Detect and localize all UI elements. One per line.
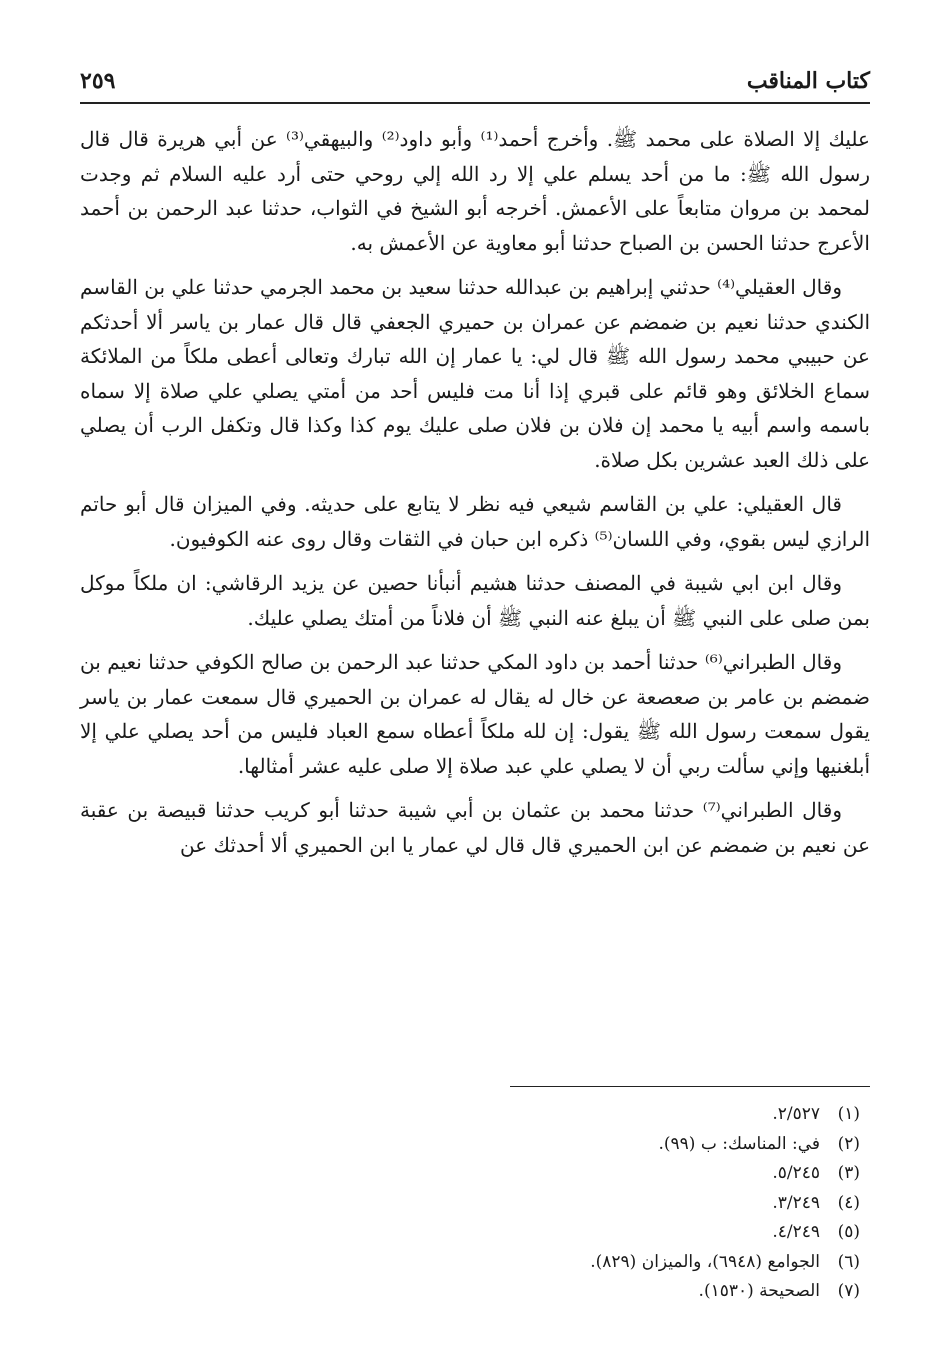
main-text (80, 122, 870, 872)
footnote-number: (٧) (837, 1281, 860, 1301)
paragraph-6: وقال الطبراني⁽⁷⁾ حدثنا محمد بن عثمان بن أبي شيبة حدثنا أبو كريب حدثنا قبيصة بن عقبة عن نعيم بن ضمضم عن ابن الحميري قال قال لي عمار يا ابن الحميري ألا أحدثك عن (80, 798, 870, 857)
footnote-item (80, 1130, 860, 1160)
footnote-text: الجوامع (٦٩٤٨)، والميزان (٨٢٩). (590, 1251, 820, 1272)
paragraph-4: وقال ابن ابي شيبة في المصنف حدثنا هشيم أنبأنا حصين عن يزيد الرقاشي: ان ملكاً موكل بمن صلى على النبي ﷺ أن يبلغ عنه النبي ﷺ أن فلاناً من أمتك يصلي عليك. (80, 571, 870, 630)
footnote-text: ٥/٢٤٥. (772, 1163, 820, 1183)
footnote-number: (٥) (837, 1222, 860, 1242)
paragraph-1: عليك إلا الصلاة على محمد ﷺ. وأخرج أحمد⁽¹⁾ وأبو داود⁽²⁾ والبيهقي⁽³⁾ عن أبي هريرة قال قال رسول الله ﷺ: ما من أحد يسلم علي إلا رد الله إلي روحي حتى أرد عليه السلام ثم وجدت لمحمد بن مروان متابعاً على الأعمش. أخرجه أبو الشيخ في الثواب، حدثنا عبد الرحمن بن أحمد الأعرج حدثنا الحسن بن الصباح حدثنا أبو معاوية عن الأعمش به. (80, 127, 870, 255)
footnote-text: في: المناسك: ب (٩٩). (658, 1133, 820, 1154)
footnote-number: (٦) (837, 1251, 860, 1272)
footnote-item (80, 1277, 860, 1307)
footnote-number: (٣) (837, 1163, 860, 1183)
footnote-item (80, 1189, 860, 1219)
footnote-item (80, 1159, 860, 1189)
footnote-number: (٤) (837, 1192, 860, 1213)
footnotes-list (80, 1100, 860, 1307)
footnote-item (80, 1218, 860, 1248)
footnote-text: ٤/٢٤٩. (772, 1222, 820, 1242)
running-header (80, 60, 870, 100)
footnote-item (80, 1100, 860, 1130)
paragraph-3: قال العقيلي: علي بن القاسم شيعي فيه نظر لا يتابع على حديثه. وفي الميزان قال أبو حاتم الرازي ليس بقوي، وفي اللسان⁽⁵⁾ ذكره ابن حبان في الثقات وقال روى عنه الكوفيون. (80, 492, 870, 551)
footnote-divider (510, 1086, 870, 1087)
footnote-number: (٢) (837, 1133, 860, 1154)
book-page (80, 60, 870, 1300)
page-number: ٢٥٩ (80, 68, 116, 94)
footnote-text: ٣/٢٤٩. (772, 1192, 820, 1213)
paragraph-2: وقال العقيلي⁽⁴⁾ حدثني إبراهيم بن عبدالله حدثنا سعيد بن محمد الجرمي حدثنا علي بن القاسم الكندي حدثنا نعيم بن ضمضم عن عمران بن حميري الجعفي قال قال عمار بن ياسر ألا أحدثكم عن حبيبي محمد رسول الله ﷺ قال لي: يا عمار إن الله تبارك وتعالى أعطى ملكاً من الملائكة سماع الخلائق وهو قائم على قبري إذا أنا مت فليس أحد من أمتي يصلي علي صلاة إلا سماه باسمه واسم أبيه يا محمد إن فلان بن فلان صلى عليك يوم كذا وكذا قال وتكفل الرب أن يصلي على ذلك العبد عشرين بكل صلاة. (80, 275, 870, 472)
footnote-item (80, 1248, 860, 1278)
footnote-text: ٢/٥٢٧. (772, 1104, 820, 1124)
paragraph-5: وقال الطبراني⁽⁶⁾ حدثنا أحمد بن داود المكي حدثنا عبد الرحمن بن صالح الكوفي حدثنا نعيم بن ضمضم بن عامر بن صعصعة عن خال له يقال له عمران بن الحميري قال سمعت عمار بن ياسر يقول سمعت رسول الله ﷺ يقول: إن لله ملكاً أعطاه سمع العباد فليس من أحد يصلي علي إلا أبلغنيها وإني سألت ربي أن لا يصلي علي عبد صلاة إلا صلى عليه عشر أمثالها. (80, 650, 870, 778)
chapter-title: كتاب المناقب (746, 68, 870, 94)
footnote-number: (١) (837, 1104, 860, 1124)
footnote-text: الصحيحة (١٥٣٠). (698, 1281, 820, 1301)
header-divider (80, 102, 870, 104)
